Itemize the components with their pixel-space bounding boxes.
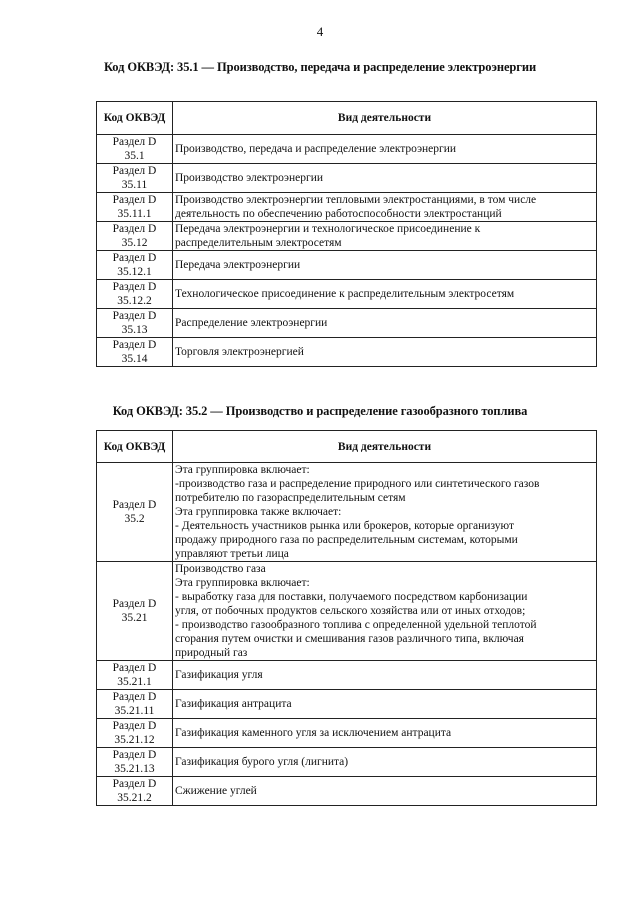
activity-description-line: сгорания путем очистки и смешивания газов различного типа, включая (175, 633, 524, 645)
activity-description-cell (173, 280, 597, 309)
okved-code: 35.13 (121, 324, 148, 336)
activity-description-line: Сжижение углей (175, 785, 257, 797)
activity-description-cell (173, 222, 597, 251)
activity-description-line: - выработку газа для поставки, получаемого посредством карбонизации (175, 591, 528, 603)
activity-description-cell (173, 777, 597, 806)
activity-description-cell (173, 661, 597, 690)
activity-description-cell (173, 690, 597, 719)
activity-description-line: Технологическое присоединение к распределительным электросетям (175, 288, 515, 300)
okved-code: 35.21.2 (117, 792, 152, 804)
table-row (97, 309, 597, 338)
page-number: 4 (316, 24, 324, 39)
activity-description-cell (173, 719, 597, 748)
okved-code-cell (97, 562, 173, 661)
table-row (97, 251, 597, 280)
activity-description-line: Производство, передача и распределение электроэнергии (175, 143, 457, 155)
okved-code-cell (97, 222, 173, 251)
activity-description-line: Эта группировка также включает: (175, 506, 342, 518)
table-row (97, 777, 597, 806)
section-label: Раздел D (112, 165, 157, 177)
activity-description-line: Производство электроэнергии (175, 172, 324, 184)
okved-code-cell (97, 338, 173, 367)
section-label: Раздел D (112, 223, 157, 235)
activity-description-line: Производство электроэнергии тепловыми электростанциями, в том числе (175, 194, 537, 206)
activity-description-cell (173, 164, 597, 193)
activity-description-line: Передача электроэнергии и технологическое присоединение к (175, 223, 481, 235)
okved-code-cell (97, 280, 173, 309)
section-label: Раздел D (112, 281, 157, 293)
table-row (97, 222, 597, 251)
activity-description-cell (173, 748, 597, 777)
activity-description-line: продажу природного газа по распределительным системам, которыми (175, 534, 518, 546)
okved-code-cell (97, 777, 173, 806)
activity-description-line: Газификация бурого угля (лигнита) (175, 756, 349, 768)
section-label: Раздел D (112, 194, 157, 206)
activity-description-line: Газификация угля (175, 669, 263, 681)
table-row (97, 748, 597, 777)
activity-description-cell (173, 562, 597, 661)
activity-description-line: управляют третьи лица (175, 548, 289, 560)
activity-description-line: угля, от побочных продуктов сельского хозяйства или от иных отходов; (175, 605, 526, 617)
okved-code-cell (97, 309, 173, 338)
table-row (97, 164, 597, 193)
section-heading-35-1: Код ОКВЭД: 35.1 — Производство, передача и распределение электроэнергии (103, 60, 537, 74)
table-row (97, 463, 597, 562)
section-label: Раздел D (112, 499, 157, 511)
section-label: Раздел D (112, 339, 157, 351)
activity-description-line: Распределение электроэнергии (175, 317, 328, 329)
section-label: Раздел D (112, 691, 157, 703)
table-header-row (97, 102, 597, 135)
okved-code: 35.21.13 (114, 763, 155, 775)
okved-table-35-1 (96, 101, 597, 367)
activity-description-line: - Деятельность участников рынка или брокеров, которые организуют (175, 520, 514, 532)
activity-description-line: Газификация антрацита (175, 698, 292, 710)
activity-description-line: Газификация каменного угля за исключением антрацита (175, 727, 452, 739)
column-header-activity: Вид деятельности (173, 102, 597, 135)
section-label: Раздел D (112, 136, 157, 148)
activity-description-line: Торговля электроэнергией (175, 346, 304, 358)
okved-code-cell (97, 719, 173, 748)
activity-description-cell (173, 251, 597, 280)
okved-code-cell (97, 661, 173, 690)
table-row (97, 562, 597, 661)
activity-description-line: природный газ (175, 647, 248, 659)
table-row (97, 135, 597, 164)
activity-description-line: Эта группировка включает: (175, 464, 310, 476)
section-heading-35-2: Код ОКВЭД: 35.2 — Производство и распределение газообразного топлива (112, 404, 528, 418)
section-label: Раздел D (112, 662, 157, 674)
okved-table-35-2 (96, 430, 597, 806)
activity-description-cell (173, 135, 597, 164)
table-row (97, 719, 597, 748)
okved-code: 35.14 (121, 353, 148, 365)
activity-description-line: деятельность по обеспечению работоспособности электростанций (175, 208, 502, 220)
section-label: Раздел D (112, 749, 157, 761)
table-row (97, 690, 597, 719)
activity-description-line: Эта группировка включает: (175, 577, 310, 589)
section-label: Раздел D (112, 720, 157, 732)
table-row (97, 661, 597, 690)
section-label: Раздел D (112, 598, 157, 610)
okved-code: 35.21 (121, 612, 148, 624)
activity-description-line: -производство газа и распределение природного или синтетического газов (175, 478, 540, 490)
section-label: Раздел D (112, 252, 157, 264)
column-header-code: Код ОКВЭД (97, 431, 173, 463)
table-row (97, 280, 597, 309)
okved-code: 35.21.12 (114, 734, 155, 746)
okved-code-cell (97, 463, 173, 562)
okved-code-cell (97, 690, 173, 719)
activity-description-line: распределительным электросетям (175, 237, 342, 249)
table-row (97, 193, 597, 222)
activity-description-line: - производство газообразного топлива с определенной удельной теплотой (175, 619, 537, 631)
activity-description-cell (173, 338, 597, 367)
column-header-code: Код ОКВЭД (97, 102, 173, 135)
okved-code-cell (97, 135, 173, 164)
activity-description-line: Передача электроэнергии (175, 259, 301, 271)
okved-code: 35.21.1 (117, 676, 152, 688)
okved-code: 35.11 (121, 179, 148, 191)
section-label: Раздел D (112, 310, 157, 322)
okved-code-cell (97, 164, 173, 193)
section-label: Раздел D (112, 778, 157, 790)
okved-code: 35.12.1 (117, 266, 152, 278)
table-header-row (97, 431, 597, 463)
okved-code: 35.11.1 (117, 208, 152, 220)
activity-description-cell (173, 309, 597, 338)
okved-code: 35.12 (121, 237, 148, 249)
okved-code-cell (97, 748, 173, 777)
activity-description-cell (173, 193, 597, 222)
activity-description-cell (173, 463, 597, 562)
okved-code-cell (97, 193, 173, 222)
okved-code: 35.2 (124, 513, 145, 525)
okved-code: 35.21.11 (114, 705, 155, 717)
okved-code-cell (97, 251, 173, 280)
table-row (97, 338, 597, 367)
okved-code: 35.1 (124, 150, 145, 162)
column-header-activity: Вид деятельности (173, 431, 597, 463)
activity-description-line: Производство газа (175, 563, 266, 575)
okved-code: 35.12.2 (117, 295, 152, 307)
activity-description-line: потребителю по газораспределительным сетям (175, 492, 406, 504)
